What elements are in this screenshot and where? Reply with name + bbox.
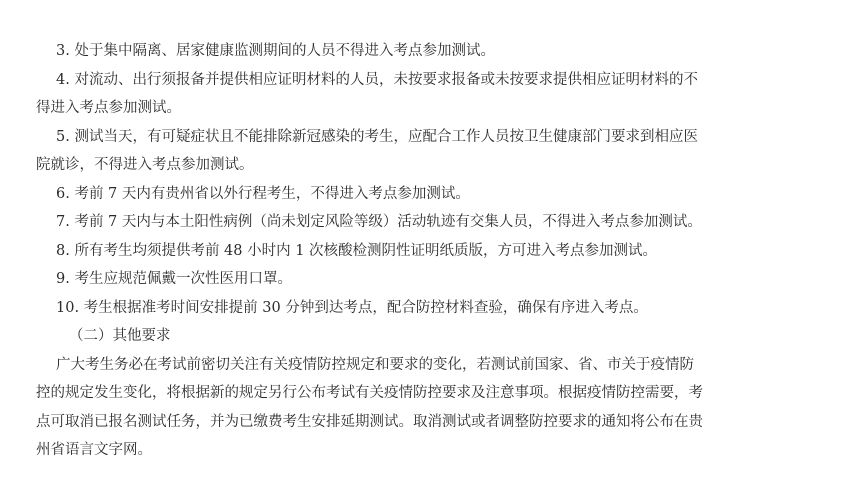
rule-item-4-text: 4. 对流动、出行须报备并提供相应证明材料的人员，未按要求报备或未按要求提供相应证明材料的不 bbox=[56, 71, 698, 88]
section-heading: （二）其他要求 bbox=[69, 328, 171, 344]
rule-item-8-text: 8. 所有考生均须提供考前 48 小时内 1 次核酸检测阴性证明纸质版，方可进入考点参加测试。 bbox=[56, 242, 658, 259]
rule-item-5-text: 5. 测试当天，有可疑症状且不能排除新冠感染的考生，应配合工作人员按卫生健康部门要求到相应医 bbox=[56, 128, 698, 145]
rule-item-5 bbox=[36, 123, 839, 180]
rule-item-6-text: 6. 考前 7 天内有贵州省以外行程考生，不得进入考点参加测试。 bbox=[56, 185, 470, 202]
other-requirements-line-2: 控的规定发生变化，将根据新的规定另行公布考试有关疫情防控要求及注意事项。根据疫情防控需要，考 bbox=[36, 385, 703, 401]
rule-item-7-text: 7. 考前 7 天内与本土阳性病例（尚未划定风险等级）活动轨迹有交集人员，不得进入考点参加测试。 bbox=[56, 214, 702, 230]
other-requirements-line-4: 州省语言文字网。 bbox=[36, 442, 152, 458]
rule-item-8 bbox=[56, 237, 839, 266]
other-requirements-line-1: 广大考生务必在考试前密切关注有关疫情防控规定和要求的变化，若测试前国家、省、市关于疫情防 bbox=[56, 356, 694, 373]
rule-item-10 bbox=[56, 294, 839, 323]
rule-item-7 bbox=[56, 208, 839, 237]
rule-item-4-continuation: 得进入考点参加测试。 bbox=[36, 100, 181, 116]
rule-item-4 bbox=[36, 66, 839, 123]
rule-item-9-text: 9. 考生应规范佩戴一次性医用口罩。 bbox=[56, 271, 292, 287]
rule-item-6 bbox=[56, 180, 839, 209]
other-requirements-line-3: 点可取消已报名测试任务，并为已缴费考生安排延期测试。取消测试或者调整防控要求的通知将公布在贵 bbox=[36, 413, 703, 430]
rule-item-5-continuation: 院就诊，不得进入考点参加测试。 bbox=[36, 157, 254, 173]
rule-item-3 bbox=[56, 37, 839, 66]
other-requirements-paragraph bbox=[36, 351, 839, 465]
rule-item-10-text: 10. 考生根据准考时间安排提前 30 分钟到达考点，配合防控材料查验，确保有序进入考点。 bbox=[56, 299, 648, 316]
rule-item-9 bbox=[56, 265, 839, 294]
rule-item-3-text: 3. 处于集中隔离、居家健康监测期间的人员不得进入考点参加测试。 bbox=[56, 43, 495, 59]
